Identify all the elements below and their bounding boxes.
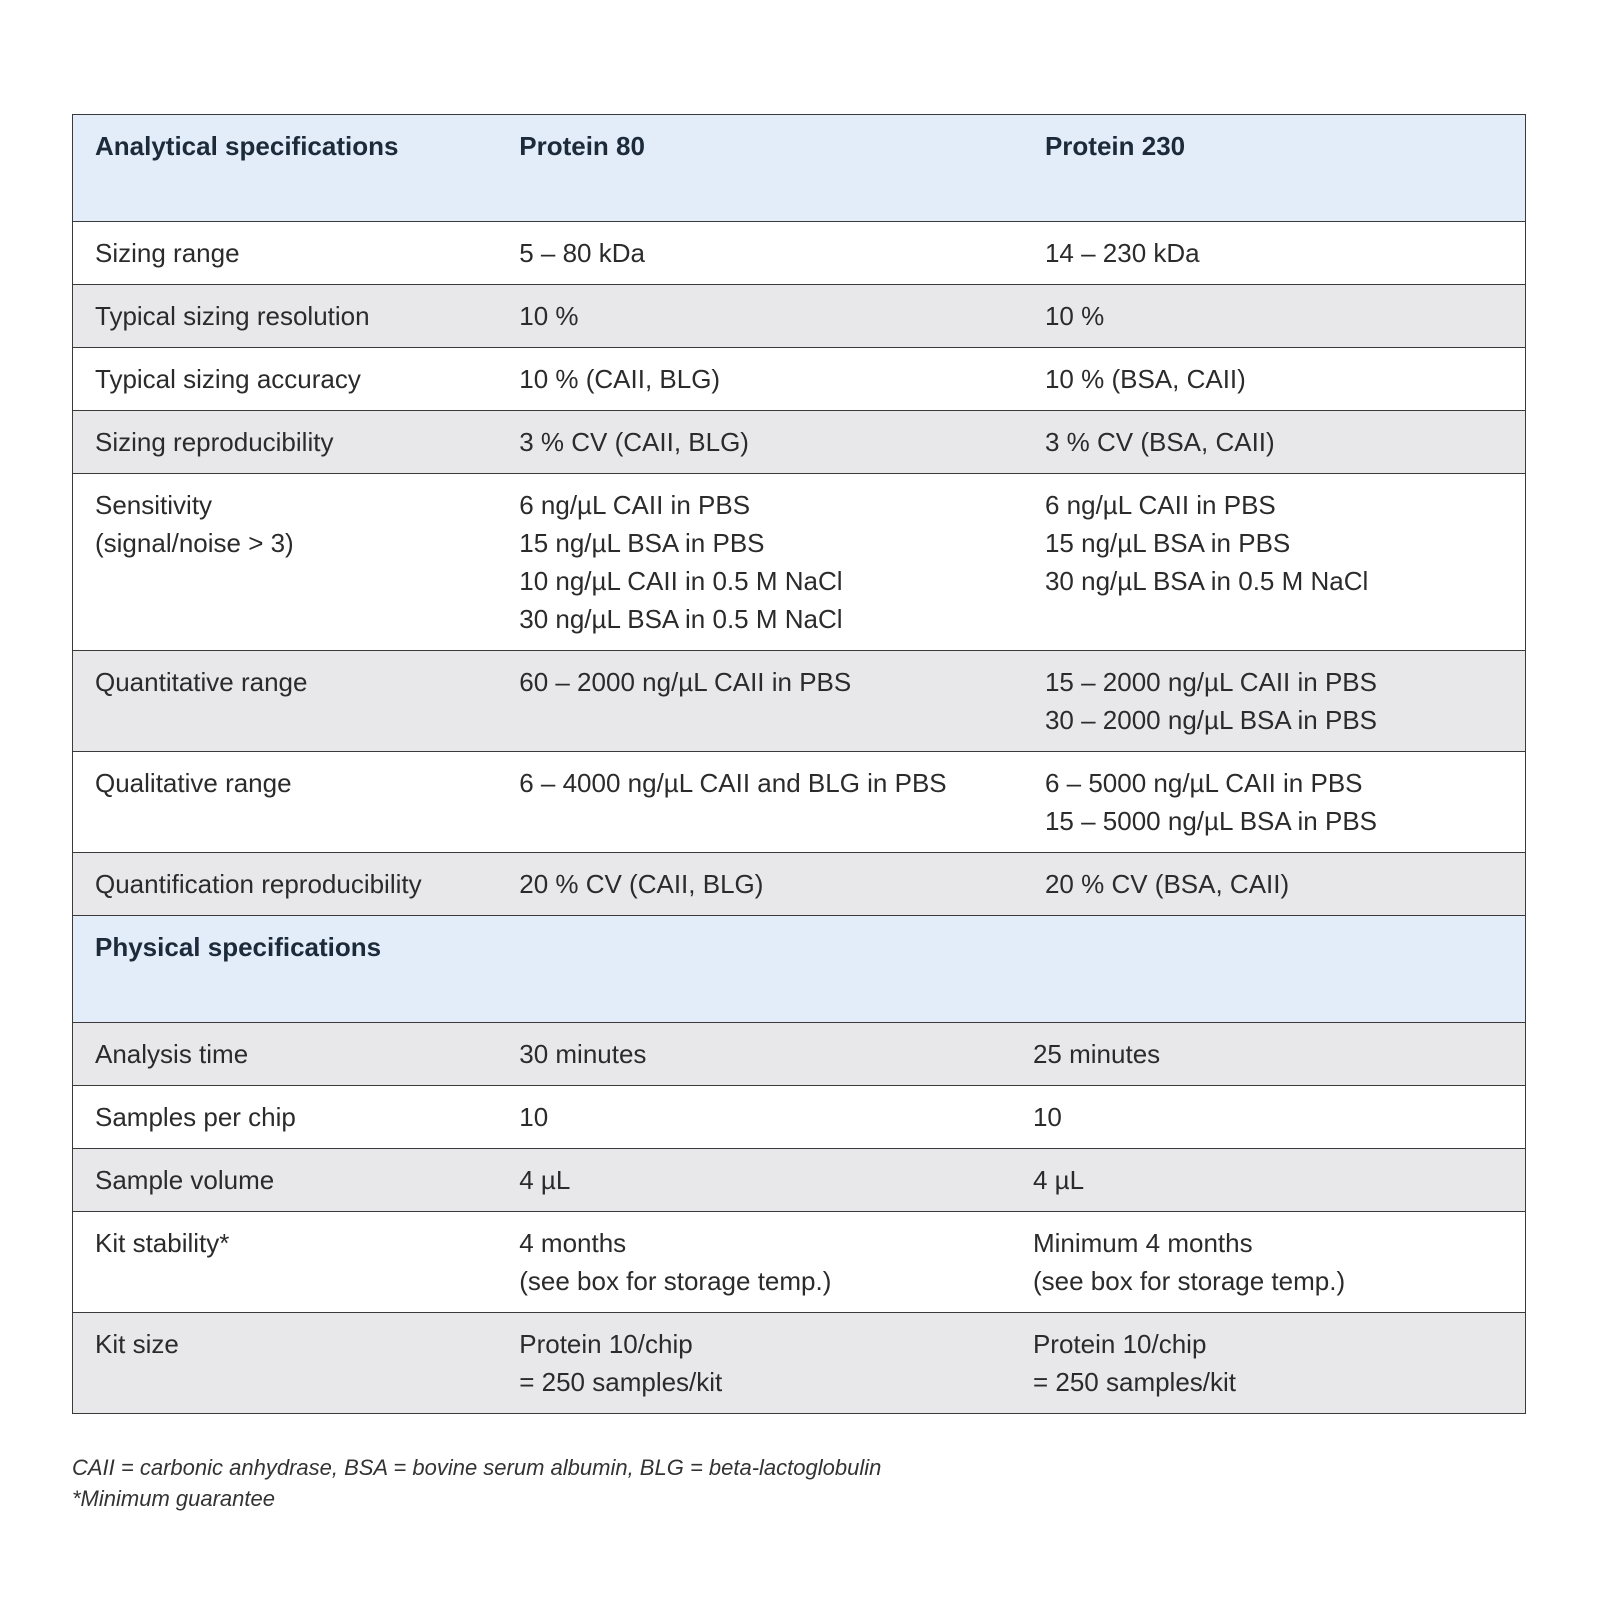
spec-value-p80	[497, 752, 1023, 853]
spec-table-body	[73, 115, 1526, 1414]
spec-value-p80	[497, 474, 1023, 651]
spec-value-p80	[497, 1149, 1023, 1212]
cell-line: 6 ng/µL CAII in PBS	[519, 490, 751, 520]
spec-row	[73, 853, 1526, 916]
spec-value-p230	[1023, 411, 1526, 474]
spec-value-p230	[1023, 1313, 1526, 1414]
cell-line: Sizing range	[95, 238, 240, 268]
cell-line: 4 months	[519, 1228, 627, 1258]
spec-value-p80	[497, 222, 1023, 285]
spec-label-cell	[73, 411, 498, 474]
spec-label-cell	[73, 1149, 498, 1212]
cell-line: 6 – 5000 ng/µL CAII in PBS	[1044, 768, 1363, 798]
spec-label-cell	[73, 1086, 498, 1149]
cell-line: 4 µL	[1032, 1165, 1085, 1195]
cell-line: 10 % (BSA, CAII)	[1044, 364, 1246, 394]
spec-value-p80	[497, 285, 1023, 348]
cell-line: 6 – 4000 ng/µL CAII and BLG in PBS	[519, 768, 947, 798]
spec-label-cell	[73, 1313, 498, 1414]
spec-label-cell	[73, 474, 498, 651]
spec-value-p80	[497, 348, 1023, 411]
cell-line: Typical sizing resolution	[95, 301, 370, 331]
spec-value-p230	[1023, 1023, 1526, 1086]
cell-line: (see box for storage temp.)	[519, 1266, 832, 1296]
cell-line: Sizing reproducibility	[95, 427, 334, 457]
spec-row	[73, 348, 1526, 411]
spec-row	[73, 1086, 1526, 1149]
cell-line: 60 – 2000 ng/µL CAII in PBS	[519, 667, 852, 697]
spec-value-p230	[1023, 651, 1526, 752]
spec-value-p230	[1023, 1086, 1526, 1149]
spec-row	[73, 474, 1526, 651]
cell-line: 30 ng/µL BSA in 0.5 M NaCl	[519, 604, 843, 634]
cell-line: 10 % (CAII, BLG)	[519, 364, 721, 394]
cell-line: 20 % CV (CAII, BLG)	[519, 869, 764, 899]
physical-header-cell: Physical specifications	[73, 916, 498, 1023]
cell-line: Kit stability*	[95, 1228, 230, 1258]
cell-line: 3 % CV (BSA, CAII)	[1044, 427, 1275, 457]
cell-line: 30 ng/µL BSA in 0.5 M NaCl	[1044, 566, 1369, 596]
spec-value-p230	[1023, 285, 1526, 348]
analytical-header-cell: Protein 80	[497, 115, 1023, 222]
footnotes	[72, 1452, 881, 1514]
spec-value-p230	[1023, 222, 1526, 285]
spec-label-cell	[73, 285, 498, 348]
cell-line: Kit size	[95, 1329, 179, 1359]
spec-value-p230	[1023, 853, 1526, 916]
spec-value-p80	[497, 1212, 1023, 1313]
cell-line: 10 ng/µL CAII in 0.5 M NaCl	[519, 566, 843, 596]
spec-label-cell	[73, 752, 498, 853]
spec-row	[73, 1212, 1526, 1313]
physical-section-header	[73, 916, 1526, 1023]
cell-line: Protein 10/chip	[1032, 1329, 1207, 1359]
cell-line: 15 ng/µL BSA in PBS	[1044, 528, 1291, 558]
analytical-header-cell: Analytical specifications	[73, 115, 498, 222]
cell-line: 4 µL	[519, 1165, 571, 1195]
cell-line: 10 %	[1044, 301, 1105, 331]
spec-value-p230	[1023, 1212, 1526, 1313]
spec-row	[73, 411, 1526, 474]
spec-label-cell	[73, 1212, 498, 1313]
spec-row	[73, 1023, 1526, 1086]
spec-value-p80	[497, 1313, 1023, 1414]
cell-line: 25 minutes	[1032, 1039, 1161, 1069]
spec-value-p80	[497, 853, 1023, 916]
spec-row	[73, 1149, 1526, 1212]
cell-line: Typical sizing accuracy	[95, 364, 361, 394]
spec-value-p80	[497, 651, 1023, 752]
footnote-abbreviations: CAII = carbonic anhydrase, BSA = bovine serum albumin, BLG = beta-lactoglobulin	[72, 1455, 882, 1480]
cell-line: 15 – 5000 ng/µL BSA in PBS	[1044, 806, 1378, 836]
analytical-section-header	[73, 115, 1526, 222]
spec-label-cell	[73, 222, 498, 285]
cell-line: = 250 samples/kit	[519, 1367, 723, 1397]
cell-line: 15 ng/µL BSA in PBS	[519, 528, 765, 558]
spec-value-p80	[497, 1086, 1023, 1149]
spec-value-p80	[497, 1023, 1023, 1086]
cell-line: Quantitative range	[95, 667, 308, 697]
cell-line: 15 – 2000 ng/µL CAII in PBS	[1044, 667, 1377, 697]
cell-line: 20 % CV (BSA, CAII)	[1044, 869, 1290, 899]
physical-header-cell	[497, 916, 1023, 1023]
cell-line: 30 – 2000 ng/µL BSA in PBS	[1044, 705, 1378, 735]
spec-label-cell	[73, 651, 498, 752]
spec-row	[73, 752, 1526, 853]
spec-value-p230	[1023, 348, 1526, 411]
spec-row	[73, 651, 1526, 752]
spec-row	[73, 285, 1526, 348]
analytical-header-cell: Protein 230	[1023, 115, 1526, 222]
spec-label-cell	[73, 1023, 498, 1086]
cell-line: Protein 10/chip	[519, 1329, 693, 1359]
cell-line: 5 – 80 kDa	[519, 238, 645, 268]
spec-label-cell	[73, 348, 498, 411]
cell-line: (see box for storage temp.)	[1032, 1266, 1346, 1296]
spec-value-p230	[1023, 474, 1526, 651]
physical-header-cell	[1023, 916, 1526, 1023]
cell-line: 30 minutes	[519, 1039, 647, 1069]
cell-line: = 250 samples/kit	[1032, 1367, 1237, 1397]
cell-line: 14 – 230 kDa	[1044, 238, 1200, 268]
spec-value-p230	[1023, 752, 1526, 853]
footnote-minimum-guarantee: *Minimum guarantee	[72, 1486, 275, 1511]
cell-line: Qualitative range	[95, 768, 292, 798]
cell-line: Minimum 4 months	[1032, 1228, 1253, 1258]
cell-line: 6 ng/µL CAII in PBS	[1044, 490, 1276, 520]
cell-line: Quantification reproducibility	[95, 869, 422, 899]
spec-value-p230	[1023, 1149, 1526, 1212]
cell-line: 3 % CV (CAII, BLG)	[519, 427, 749, 457]
spec-row	[73, 222, 1526, 285]
spec-label-cell	[73, 853, 498, 916]
cell-line: Analysis time	[95, 1039, 249, 1069]
cell-line: 10 %	[519, 301, 579, 331]
spec-table	[72, 114, 1526, 1414]
spec-value-p80	[497, 411, 1023, 474]
cell-line: Samples per chip	[95, 1102, 296, 1132]
cell-line: (signal/noise > 3)	[95, 528, 294, 558]
cell-line: 10	[519, 1102, 549, 1132]
cell-line: Sensitivity	[95, 490, 213, 520]
cell-line: Sample volume	[95, 1165, 275, 1195]
spec-row	[73, 1313, 1526, 1414]
cell-line: 10	[1032, 1102, 1062, 1132]
